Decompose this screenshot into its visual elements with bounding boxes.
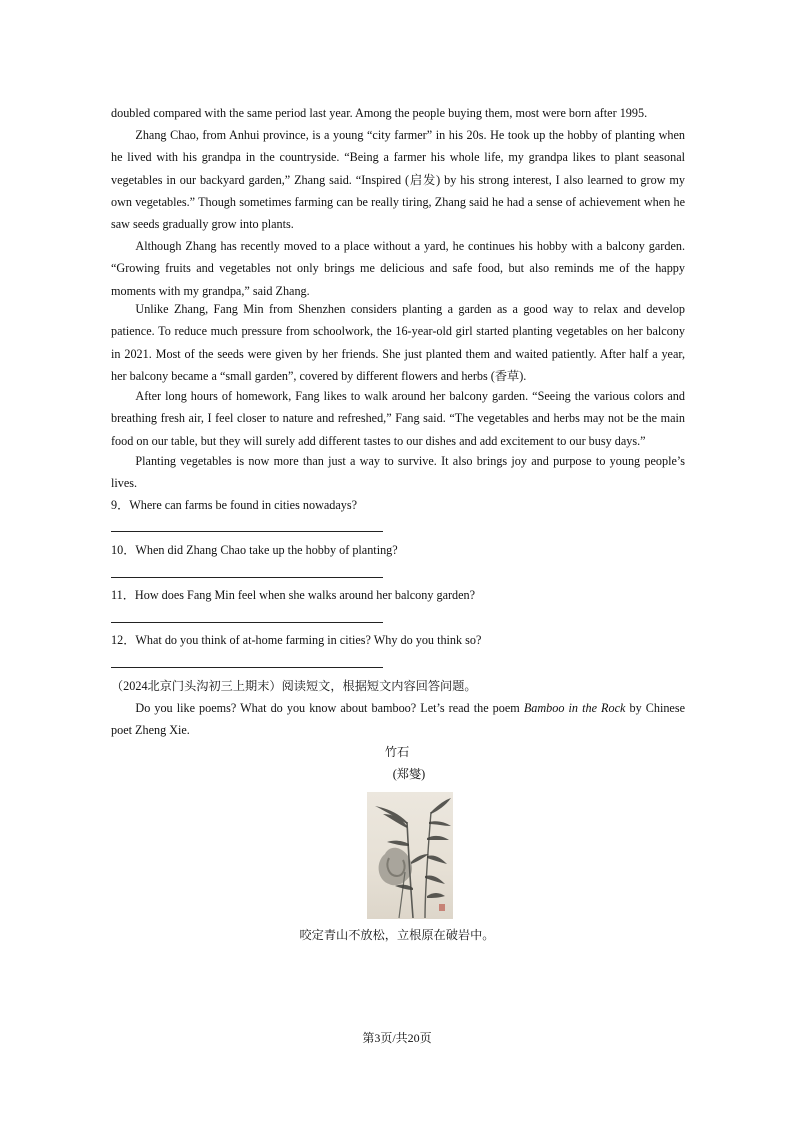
answer-line-11[interactable] xyxy=(111,622,383,623)
poem-title-english: Bamboo in the Rock xyxy=(523,701,626,715)
passage-paragraph-2: Although Zhang has recently moved to a place without a yard, he continues his hobby with a balcony garden. “Growing fruits and vegetables not only brings me delicious and safe food, but also reminds me of the happy moments with my grandpa,” said Zhang. xyxy=(111,239,685,298)
poem-intro xyxy=(111,697,685,742)
bamboo-painting-image xyxy=(367,792,453,919)
section-instruction: （2024北京门头沟初三上期末）阅读短文，根据短文内容回答问题。 xyxy=(111,679,477,693)
passage-paragraph-5: Planting vegetables is now more than just a way to survive. It also brings joy and purpose to young people’s lives. xyxy=(111,454,685,491)
answer-line-12[interactable] xyxy=(111,667,383,668)
passage-paragraph-1: Zhang Chao, from Anhui province, is a young “city farmer” in his 20s. He took up the hobby of planting when he lived with his grandpa in the countryside. “Being a farmer his whole life, my grandpa likes to plant seasonal vegetables in our backyard garden,” Zhang said. “Inspired (启发) by his strong interest, I also learned to grow my own vegetables.” Though sometimes farming can be really tiring, Zhang said he had a sense of achievement when he saw seeds gradually grow into plants. xyxy=(111,128,685,232)
question-10: 10．When did Zhang Chao take up the hobby of planting? xyxy=(111,543,398,557)
answer-line-10[interactable] xyxy=(111,577,383,578)
bamboo-painting-icon xyxy=(367,792,453,919)
question-9: 9．Where can farms be found in cities nowadays? xyxy=(111,498,358,512)
page-footer: 第3页/共20页 xyxy=(362,1031,432,1045)
passage-paragraph-3: Unlike Zhang, Fang Min from Shenzhen considers planting a garden as a good way to relax and develop patience. To reduce much pressure from schoolwork, the 16-year-old girl started planting vegetables on her balcony in 2021. Most of the seeds were given by her friends. She just planted them and waited patiently. After half a year, her balcony became a “small garden”, covered by different flowers and herbs (香草). xyxy=(111,302,685,383)
passage-paragraph-4: After long hours of homework, Fang likes to walk around her balcony garden. “Seeing the various colors and breathing fresh air, I feel closer to nature and refreshed,” Fang said. “The vegetables and herbs may not be the main food on our table, but they will surely add different tastes to our dishes and add excitement to our busy days.” xyxy=(111,389,685,448)
passage-paragraph-0: doubled compared with the same period last year. Among the people buying them, most were born after 1995. xyxy=(111,106,648,120)
poem-intro-before: Do you like poems? What do you know about bamboo? Let’s read the poem xyxy=(135,701,524,715)
question-11: 11．How does Fang Min feel when she walks around her balcony garden? xyxy=(111,588,476,602)
poem-author: (郑燮) xyxy=(392,767,426,781)
answer-line-9[interactable] xyxy=(111,531,383,532)
poem-intro-after: by Chinese poet Zheng Xie. xyxy=(111,701,685,738)
question-12: 12．What do you think of at-home farming in cities? Why do you think so? xyxy=(111,633,482,647)
poem-line-1: 咬定青山不放松，立根原在破岩中。 xyxy=(299,928,495,942)
poem-title: 竹石 xyxy=(384,745,410,759)
